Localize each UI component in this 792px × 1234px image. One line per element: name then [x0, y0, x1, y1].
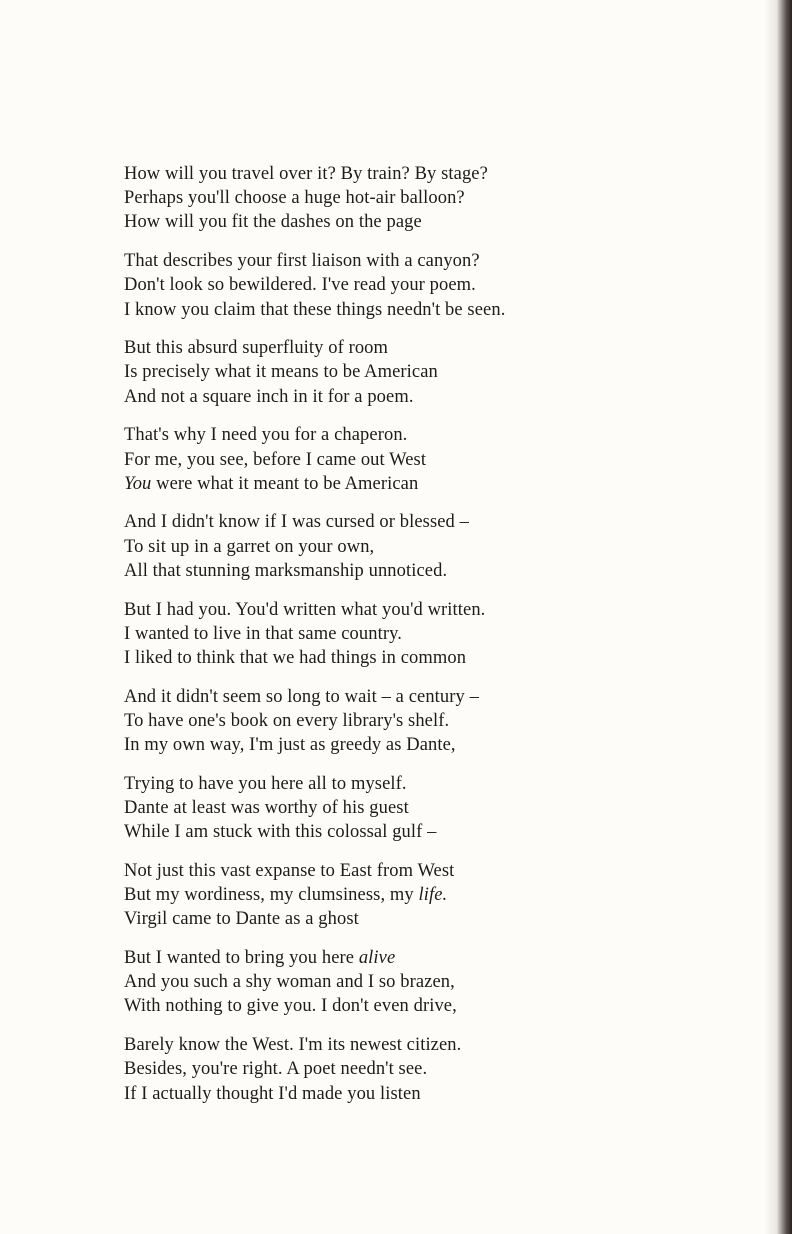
stanza-6 — [124, 598, 744, 671]
stanza-4 — [124, 423, 744, 496]
poem-line: Is precisely what it means to be American — [124, 362, 438, 383]
italic-word: You — [124, 473, 152, 494]
italic-word: alive — [358, 947, 396, 968]
poem-line: Barely know the West. I'm its newest citizen. — [124, 1035, 462, 1056]
poem-line: That describes your first liaison with a canyon? — [124, 251, 480, 272]
page-edge-shadow — [764, 0, 792, 1234]
poem-line: How will you travel over it? By train? By stage? — [124, 164, 488, 184]
poem-line: Virgil came to Dante as a ghost — [124, 909, 359, 930]
poem-line — [124, 472, 744, 496]
stanza-3 — [124, 336, 744, 409]
poem-line: That's why I need you for a chaperon. — [124, 425, 408, 446]
line-text: But I wanted to bring you here — [124, 947, 359, 968]
poem-line: Besides, you're right. A poet needn't see. — [124, 1059, 428, 1080]
poem-line: And I didn't know if I was cursed or blessed – — [124, 512, 469, 533]
stanza-10 — [124, 946, 744, 1019]
poem-line: How will you fit the dashes on the page — [124, 212, 422, 233]
poem-line — [124, 946, 744, 970]
stanza-11 — [124, 1033, 744, 1106]
poem-line: Not just this vast expanse to East from West — [124, 860, 455, 881]
poem-line: But I had you. You'd written what you'd written. — [124, 599, 486, 620]
poem-line: While I am stuck with this colossal gulf – — [124, 822, 437, 843]
poem-line: And you such a shy woman and I so brazen, — [124, 972, 455, 993]
poem-body — [124, 162, 744, 1120]
line-text: were what it meant to be American — [151, 473, 419, 494]
poem-line: In my own way, I'm just as greedy as Dante, — [124, 735, 456, 756]
poem-line: Perhaps you'll choose a huge hot-air balloon? — [124, 188, 465, 209]
poem-line — [124, 883, 744, 907]
poem-line: And it didn't seem so long to wait – a century – — [124, 686, 479, 707]
poem-line: Dante at least was worthy of his guest — [124, 797, 409, 818]
stanza-5 — [124, 510, 744, 583]
poem-line: And not a square inch in it for a poem. — [124, 386, 414, 407]
poem-line: But this absurd superfluity of room — [124, 338, 389, 359]
poem-line: With nothing to give you. I don't even drive, — [124, 996, 457, 1017]
line-text: But my wordiness, my clumsiness, my — [124, 885, 419, 906]
poem-line: For me, you see, before I came out West — [124, 449, 427, 470]
poem-line: All that stunning marksmanship unnoticed. — [124, 560, 448, 581]
poem-line: I liked to think that we had things in common — [124, 647, 467, 668]
italic-word: life. — [418, 885, 448, 906]
poem-line: To sit up in a garret on your own, — [124, 536, 375, 557]
poem-line: I wanted to live in that same country. — [124, 623, 402, 644]
stanza-2 — [124, 249, 744, 322]
poem-line: If I actually thought I'd made you listen — [124, 1083, 421, 1104]
stanza-8 — [124, 772, 744, 845]
stanza-1 — [124, 162, 744, 235]
poem-line: I know you claim that these things needn't be seen. — [124, 299, 506, 320]
poem-line: Don't look so bewildered. I've read your poem. — [124, 275, 476, 296]
poem-line: To have one's book on every library's shelf. — [124, 710, 450, 731]
stanza-7 — [124, 685, 744, 758]
stanza-9 — [124, 859, 744, 932]
poem-line: Trying to have you here all to myself. — [124, 773, 407, 794]
